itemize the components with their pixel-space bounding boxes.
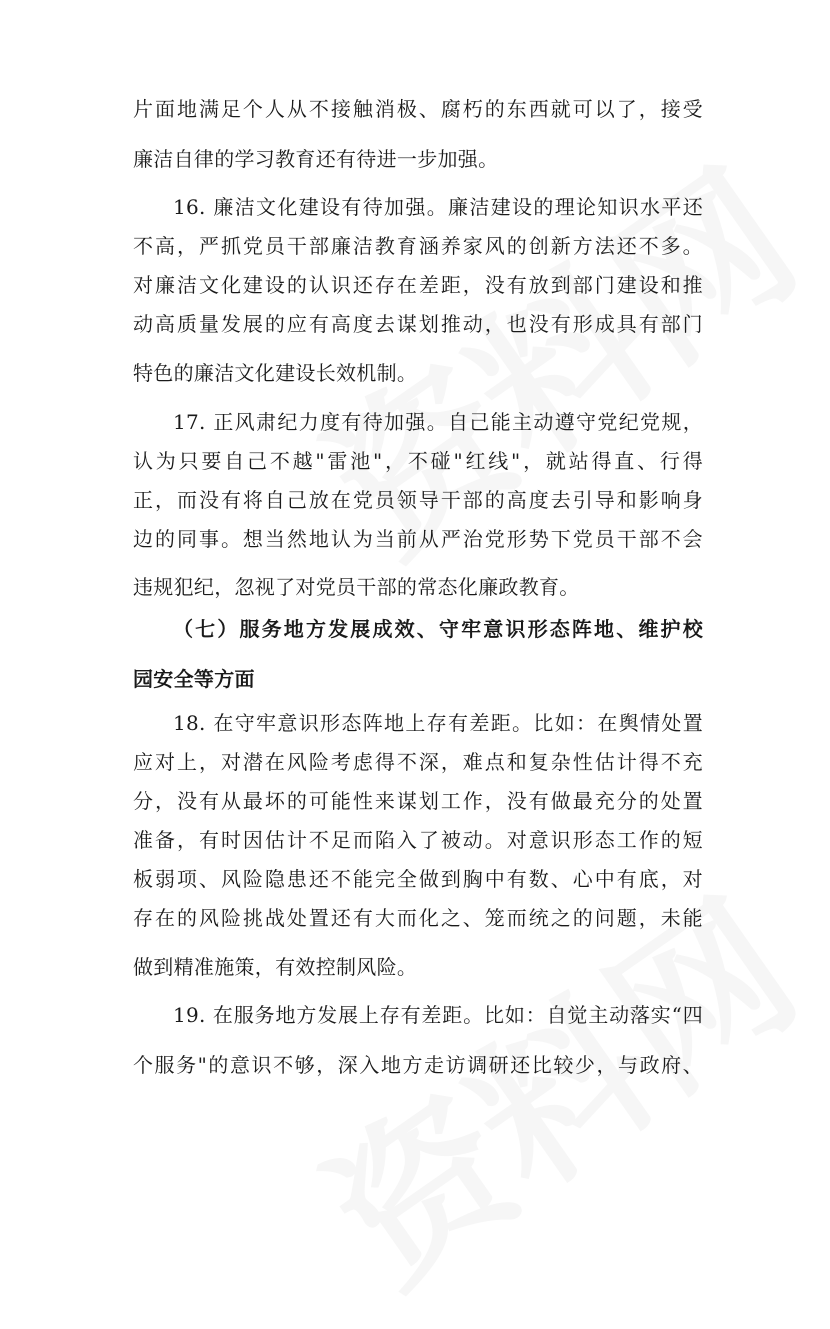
section-heading: 园安全等方面 [133, 667, 255, 691]
paragraph-line: 个服务"的意识不够，深入地方走访调研还比较少，与政府、 [133, 1053, 703, 1077]
paragraph-line: 做到精准施策，有效控制风险。 [133, 955, 418, 979]
paragraph-line: 边的同事。想当然地认为当前从严治党形势下党员干部不会 [133, 527, 703, 551]
paragraph-line: 对廉洁文化建设的认识还存在差距，没有放到部门建设和推 [133, 273, 703, 297]
paragraph-line: 应对上，对潜在风险考虑得不深，难点和复杂性估计得不充 [133, 750, 703, 774]
paragraph-line: 准备，有时因估计不足而陷入了被动。对意识形态工作的短 [133, 828, 703, 852]
paragraph-line: 认为只要自己不越"雷池"，不碰"红线"，就站得直、行得 [133, 449, 703, 473]
section-heading: （七）服务地方发展成效、守牢意识形态阵地、维护校 [173, 617, 703, 641]
paragraph-line: 正，而没有将自己放在党员领导干部的高度去引导和影响身 [133, 488, 703, 512]
paragraph-line: 分，没有从最坏的可能性来谋划工作，没有做最充分的处置 [133, 789, 703, 813]
paragraph-line: 片面地满足个人从不接触消极、腐朽的东西就可以了，接受 [133, 97, 703, 121]
paragraph-line: 特色的廉洁文化建设长效机制。 [133, 361, 418, 385]
paragraph-line: 违规犯纪，忽视了对党员干部的常态化廉政教育。 [133, 575, 580, 599]
paragraph-line: 18. 在守牢意识形态阵地上存有差距。比如：在舆情处置 [173, 711, 703, 735]
paragraph-line: 19. 在服务地方发展上存有差距。比如：自觉主动落实“四 [173, 1003, 703, 1027]
paragraph-line: 17. 正风肃纪力度有待加强。自己能主动遵守党纪党规， [173, 410, 703, 434]
paragraph-line: 板弱项、风险隐患还不能完全做到胸中有数、心中有底，对 [133, 867, 703, 891]
paragraph-line: 16. 廉洁文化建设有待加强。廉洁建设的理论知识水平还 [173, 195, 703, 219]
paragraph-line: 存在的风险挑战处置还有大而化之、笼而统之的问题，未能 [133, 906, 703, 930]
paragraph-line: 廉洁自律的学习教育还有待进一步加强。 [133, 147, 499, 171]
paragraph-line: 不高，严抓党员干部廉洁教育涵养家风的创新方法还不多。 [133, 234, 703, 258]
paragraph-line: 动高质量发展的应有高度去谋划推动，也没有形成具有部门 [133, 312, 703, 336]
